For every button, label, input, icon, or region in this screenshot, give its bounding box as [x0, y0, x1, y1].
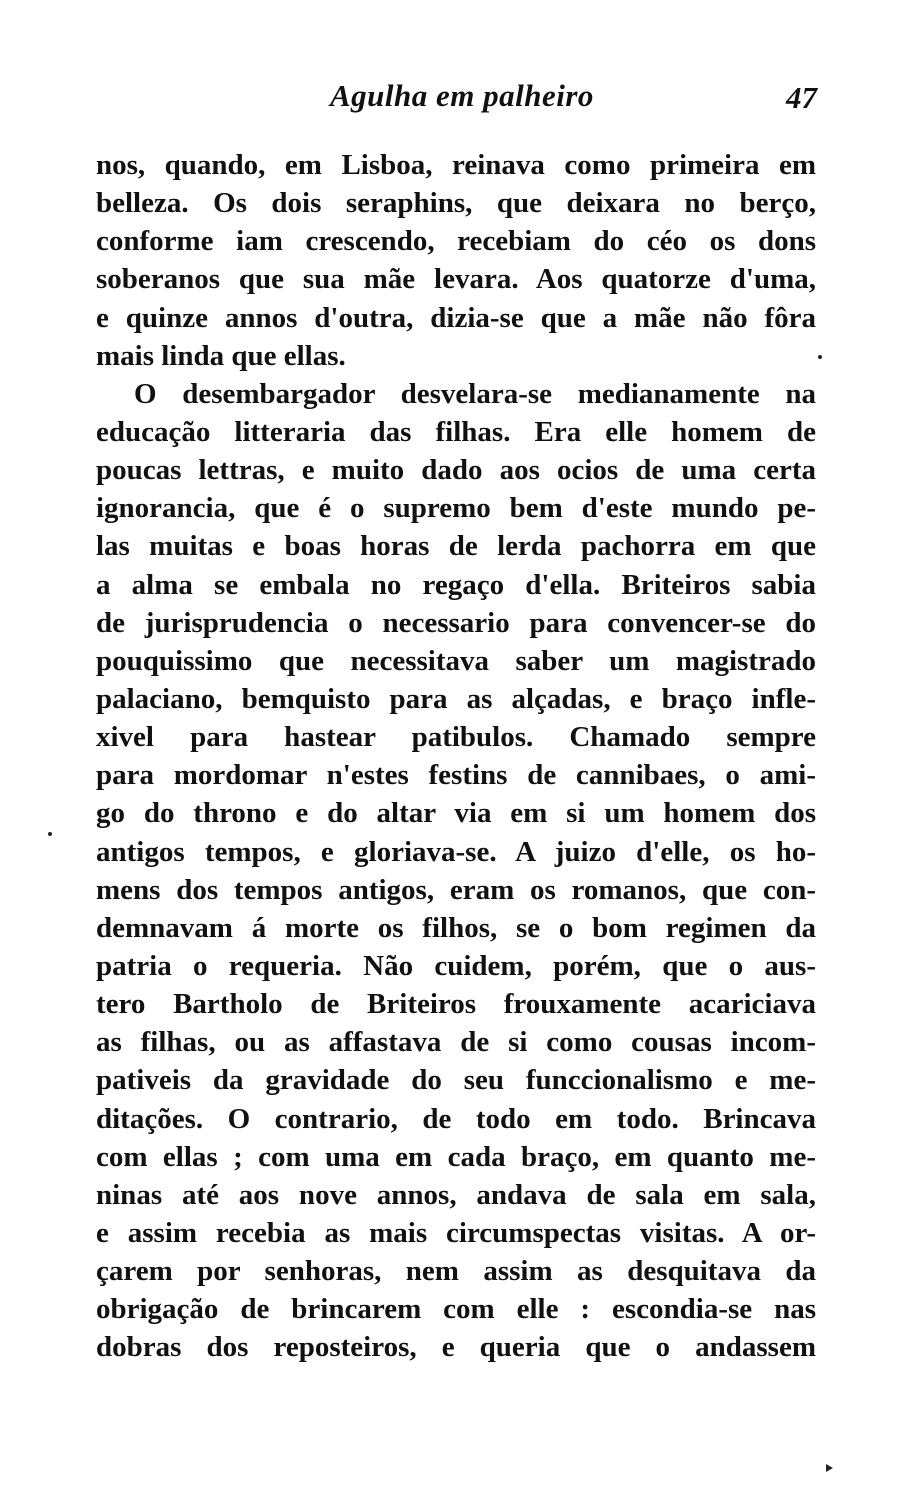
body-text: [96, 146, 816, 1367]
text-line: educação litteraria das filhas. Era elle homem de: [96, 415, 816, 448]
text-line: patria o requeria. Não cuidem, porém, que o aus-: [96, 949, 816, 982]
text-line: go do throno e do altar via em si um homem dos: [96, 797, 816, 830]
print-speck: [818, 355, 822, 359]
text-line: de jurisprudencia o necessario para convencer-se do: [96, 606, 816, 639]
paragraph-2: [96, 375, 816, 1367]
text-line: poucas lettras, e muito dado aos ocios de uma certa: [96, 454, 816, 487]
text-line: ninas até aos nove annos, andava de sala em sala,: [96, 1178, 816, 1211]
corner-mark-icon: [826, 1464, 833, 1472]
text-line: e assim recebia as mais circumspectas visitas. A or-: [96, 1216, 816, 1249]
text-line: as filhas, ou as affastava de si como cousas incom-: [96, 1026, 816, 1059]
text-line: para mordomar n'estes festins de cannibaes, o ami-: [96, 759, 816, 792]
text-line: nos, quando, em Lisboa, reinava como primeira em: [96, 149, 816, 181]
text-line: ditações. O contrario, de todo em todo. Brincava: [96, 1102, 816, 1135]
text-line: conforme iam crescendo, recebiam do céo os dons: [96, 225, 816, 258]
text-line: mens dos tempos antigos, eram os romanos, que con-: [96, 873, 816, 906]
paragraph-1: [96, 146, 816, 375]
running-title: Agulha em palheiro: [330, 78, 594, 113]
text-line: dobras dos reposteiros, e queria que o andassem: [96, 1331, 816, 1364]
text-line: tero Bartholo de Briteiros frouxamente acariciava: [96, 988, 816, 1021]
print-speck: [48, 832, 52, 836]
text-line: a alma se embala no regaço d'ella. Briteiros sabia: [96, 568, 816, 601]
text-line: antigos tempos, e gloriava-se. A juizo d'elle, os ho-: [96, 835, 816, 868]
running-head: [0, 78, 900, 118]
text-line: palaciano, bemquisto para as alçadas, e braço infle-: [96, 682, 816, 715]
text-line: pouquissimo que necessitava saber um magistrado: [96, 644, 816, 677]
text-line: demnavam á morte os filhos, se o bom regimen da: [96, 911, 816, 944]
text-line: ignorancia, que é o supremo bem d'este mundo pe-: [96, 492, 816, 525]
text-line: xivel para hastear patibulos. Chamado sempre: [96, 721, 816, 754]
text-line: e quinze annos d'outra, dizia-se que a mãe não fôra: [96, 301, 816, 334]
text-line: com ellas ; com uma em cada braço, em quanto me-: [96, 1140, 816, 1173]
page-number: 47: [786, 80, 817, 115]
text-line: pativeis da gravidade do seu funccionalismo e me-: [96, 1064, 816, 1097]
text-line: O desembargador desvelara-se medianamente na: [134, 377, 816, 410]
text-line: las muitas e boas horas de lerda pachorra em que: [96, 530, 816, 563]
text-line: çarem por senhoras, nem assim as desquitava da: [96, 1255, 816, 1288]
text-line: soberanos que sua mãe levara. Aos quatorze d'uma,: [96, 263, 816, 296]
text-line: mais linda que ellas.: [96, 339, 346, 372]
text-line: belleza. Os dois seraphins, que deixara no berço,: [96, 187, 816, 220]
text-line: obrigação de brincarem com elle : escondia-se nas: [96, 1293, 816, 1326]
